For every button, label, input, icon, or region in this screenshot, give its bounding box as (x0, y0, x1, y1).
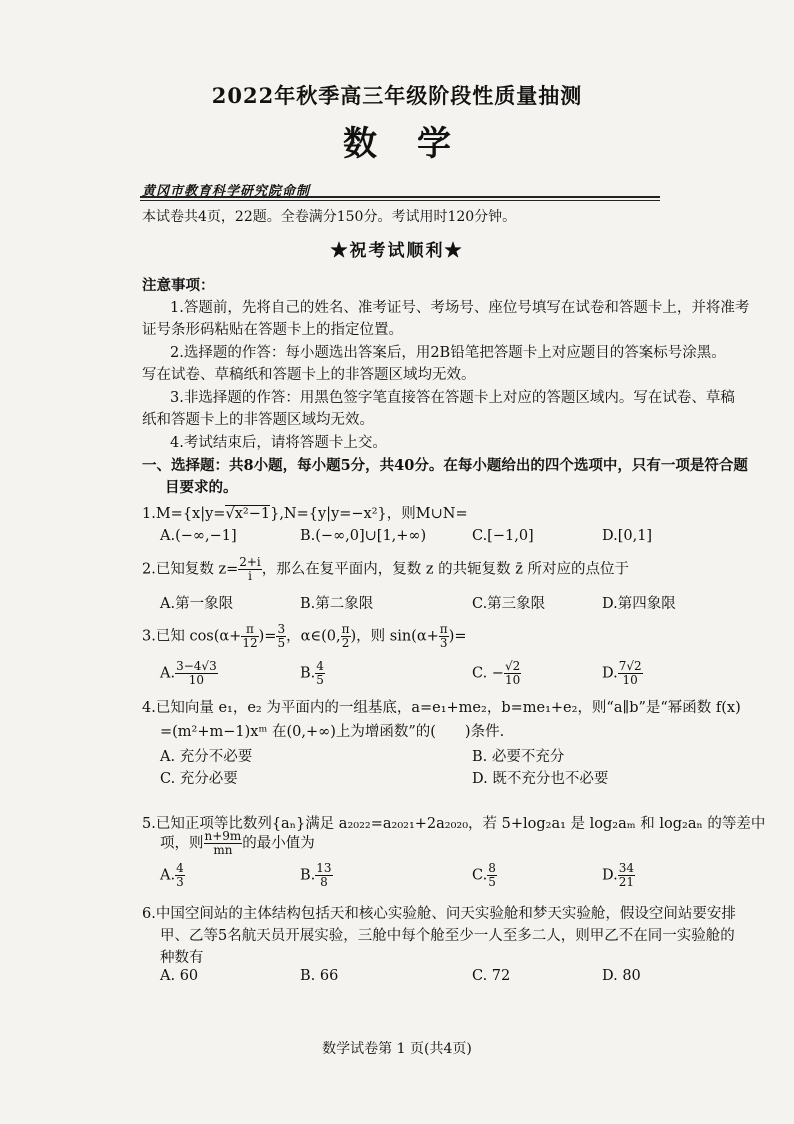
q5-option-b: B. $\frac{13}{8}$ (300, 861, 332, 889)
notice-item-1: 1.答题前，先将自己的姓名、准考证号、考场号、座位号填写在试卷和答题卡上，并将准考 (170, 300, 750, 316)
exam-title: 2022年秋季高三年级阶段性质量抽测 (211, 83, 583, 108)
notice-item-3: 3.非选择题的作答：用黑色签字笔直接答在答题卡上对应的答题区域内。写在试卷、草稿 (170, 390, 735, 406)
q5-option-a: A. $\frac{4}{3}$ (160, 861, 184, 889)
q1-stem: 1.M={x|y=√x²−1},N={y|y=−x²}，则M∪N= (142, 506, 468, 522)
section1-heading-cont: 目要求的。 (165, 479, 238, 496)
section1-heading: 一、选择题：共8小题，每小题5分，共40分。在每小题给出的四个选项中，只有一项是符合题 (142, 457, 748, 474)
q2-fraction: $\frac{2+i}{i}$ (239, 555, 261, 583)
q1-option-c: C.[−1,0] (472, 528, 534, 544)
q3-option-d: D. $\frac{7√2}{10}$ (602, 659, 642, 687)
q4-option-c: C. 充分必要 (160, 771, 238, 787)
q5-option-d: D. $\frac{34}{21}$ (602, 861, 634, 889)
sqrt-radicand: √x²−1 (225, 506, 271, 522)
notice-item-4: 4.考试结束后，请将答题卡上交。 (170, 435, 387, 451)
q5-stem-line1: 5.已知正项等比数列{aₙ}满足 a₂₀₂₂=a₂₀₂₁+2a₂₀₂₀，若 5+log₂a₁ 是 log₂aₘ 和 log₂aₙ 的等差中 (142, 816, 766, 832)
q6-stem-line1: 6.中国空间站的主体结构包括天和核心实验舱、问天实验舱和梦天实验舱，假设空间站要安排 (142, 906, 736, 922)
q2-option-c: C.第三象限 (472, 596, 546, 612)
q3-stem: 3.已知 cos(α+ $\frac{\pi}{12}$ )= $\frac{3}{5}$ ，α∈(0, $\frac{\pi}{2}$ )，则 sin(α+ $\frac{\pi}{3}$ )= (142, 622, 467, 650)
q2-option-b: B.第二象限 (300, 596, 374, 612)
q6-stem-line3: 种数有 (160, 950, 204, 966)
q3-option-c: C. − $\frac{√2}{10}$ (472, 659, 521, 687)
q2-option-d: D.第四象限 (602, 596, 676, 612)
header-rule-thin (140, 200, 660, 201)
q2-option-a: A.第一象限 (160, 596, 234, 612)
notice-item-3-cont: 纸和答题卡上的非答题区域均无效。 (142, 412, 374, 428)
q6-option-a: A. 60 (160, 968, 199, 984)
q2-stem: 2.已知复数 z= $\frac{2+i}{i}$ ，那么在复平面内，复数 z 的共轭复数 z̄ 所对应的点位于 (142, 555, 629, 583)
notice-item-1-cont: 证号条形码粘贴在答题卡上的指定位置。 (142, 322, 403, 338)
q6-option-d: D. 80 (602, 968, 641, 984)
notice-heading: 注意事项： (142, 277, 215, 294)
q1-option-d: D.[0,1] (602, 528, 653, 544)
q3-option-a: A. $\frac{3-4√3}{10}$ (160, 659, 217, 687)
q4-option-a: A. 充分不必要 (160, 749, 253, 765)
q4-stem-line1: 4.已知向量 e₁，e₂ 为平面内的一组基底，a=e₁+me₂，b=me₁+e₂，则“a∥b”是“幂函数 f(x) (142, 700, 741, 716)
notice-item-2-cont: 写在试卷、草稿纸和答题卡上的非答题区域均无效。 (142, 367, 476, 383)
notice-item-2: 2.选择题的作答：每小题选出答案后，用2B铅笔把答题卡上对应题目的答案标号涂黑。 (170, 345, 726, 361)
q6-option-b: B. 66 (300, 968, 339, 984)
page-footer: 数学试卷第 1 页(共4页) (322, 1041, 472, 1057)
exam-info: 本试卷共4页，22题。全卷满分150分。考试用时120分钟。 (142, 209, 517, 225)
q6-option-c: C. 72 (472, 968, 511, 984)
q1-option-b: B.(−∞,0]∪[1,+∞) (300, 528, 427, 544)
q5-stem-line2: 项，则 $\frac{n+9m}{mn}$ 的最小值为 (160, 829, 315, 857)
q4-option-d: D. 既不充分也不必要 (472, 771, 609, 787)
q5-option-c: C. $\frac{8}{5}$ (472, 861, 496, 889)
q3-option-b: B. $\frac{4}{5}$ (300, 659, 324, 687)
blessing: ★祝考试顺利★ (330, 241, 464, 261)
header-rule (140, 196, 660, 198)
q1-option-a: A.(−∞,−1] (160, 528, 237, 544)
subject-title: 数学 (343, 124, 491, 164)
q6-stem-line2: 甲、乙等5名航天员开展实验，三舱中每个舱至少一人至多二人，则甲乙不在同一实验舱的 (160, 928, 735, 944)
q4-option-b: B. 必要不充分 (472, 749, 565, 765)
organization: 黄冈市教育科学研究院命制 (142, 184, 311, 199)
q4-stem-line2: =(m²+m−1)xᵐ 在(0,+∞)上为增函数”的( )条件. (160, 724, 505, 740)
